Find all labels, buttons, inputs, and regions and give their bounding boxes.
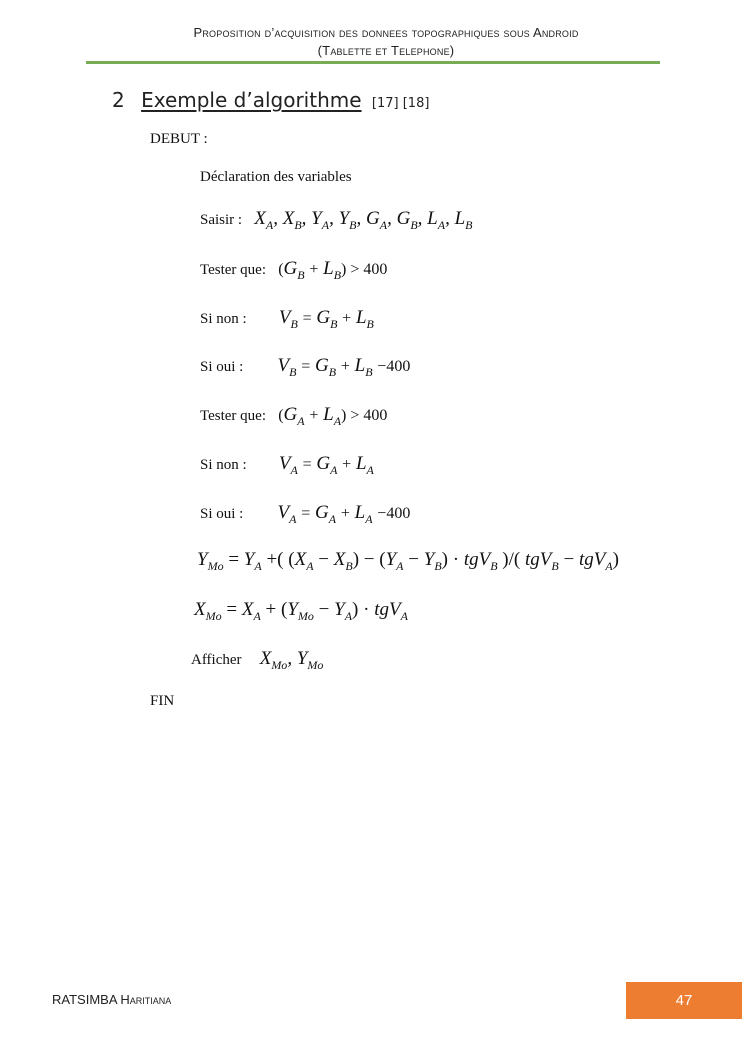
algorithm-si-non-a	[200, 453, 374, 478]
afficher-label: Afficher	[191, 652, 242, 668]
si-oui-label: Si oui :	[200, 506, 244, 522]
algorithm-debut: DEBUT :	[150, 131, 208, 147]
si-oui-b-formula: $V_B = G_B + L_B -400$	[277, 355, 411, 379]
algorithm-si-oui-a	[200, 502, 410, 527]
algorithm-tester-a	[200, 404, 387, 429]
afficher-formula: $X_{Mo}$, $Y_{Mo}$	[259, 648, 324, 672]
si-non-b-formula: $V_B = G_B + L_B$	[278, 307, 374, 331]
si-non-label: Si non :	[200, 457, 247, 473]
si-non-a-formula: $V_A = G_A + L_A$	[278, 453, 374, 477]
section-title: Exemple d’algorithme	[141, 88, 362, 112]
section-references: [17] [18]	[371, 96, 430, 111]
header-title-line1: Proposition d’acquisition des donnees topographiques sous Android	[193, 25, 579, 40]
algorithm-declaration: Déclaration des variables	[200, 169, 352, 185]
algorithm-saisir	[200, 208, 473, 233]
section-heading	[112, 88, 429, 112]
page-number: 47	[675, 992, 693, 1009]
running-header	[90, 24, 682, 60]
algorithm-si-non-b	[200, 307, 374, 332]
page-number-box	[626, 982, 742, 1019]
algorithm-si-oui-b	[200, 355, 410, 380]
algorithm-afficher	[191, 648, 323, 673]
formula-y-mo: $Y_{Mo} = Y_A$ +( $(X_A - X_B) - (Y_A - Y_B) \cdot tgV_B$ )/( tgV$_B$ − tgV$_A$)	[197, 549, 619, 573]
algorithm-fin: FIN	[150, 693, 175, 709]
algorithm-tester-b	[200, 258, 387, 283]
section-number: 2	[112, 88, 125, 112]
si-oui-a-formula: $V_A = G_A + L_A -400$	[277, 502, 411, 526]
saisir-label: Saisir :	[200, 212, 243, 228]
header-divider	[86, 61, 660, 64]
tester-b-formula: $(G_B + L_B) > 400$	[278, 258, 388, 282]
si-non-label: Si non :	[200, 311, 247, 327]
saisir-formula: $X_A$, $X_B$, $Y_A$, $Y_B$, $G_A$, $G_B$, $L_A$, $L_B$	[254, 208, 473, 232]
formula-x-mo: $X_{Mo} = X_A + (Y_{Mo} - Y_A) \cdot tgV_A$	[194, 599, 408, 623]
tester-a-formula: $(G_A + L_A) > 400$	[278, 404, 388, 428]
si-oui-label: Si oui :	[200, 359, 244, 375]
footer-author: RATSIMBA Haritiana	[52, 992, 172, 1007]
header-title-line2: (Tablette et Telephone)	[317, 43, 455, 58]
tester-label: Tester que:	[200, 262, 267, 278]
tester-label: Tester que:	[200, 408, 267, 424]
